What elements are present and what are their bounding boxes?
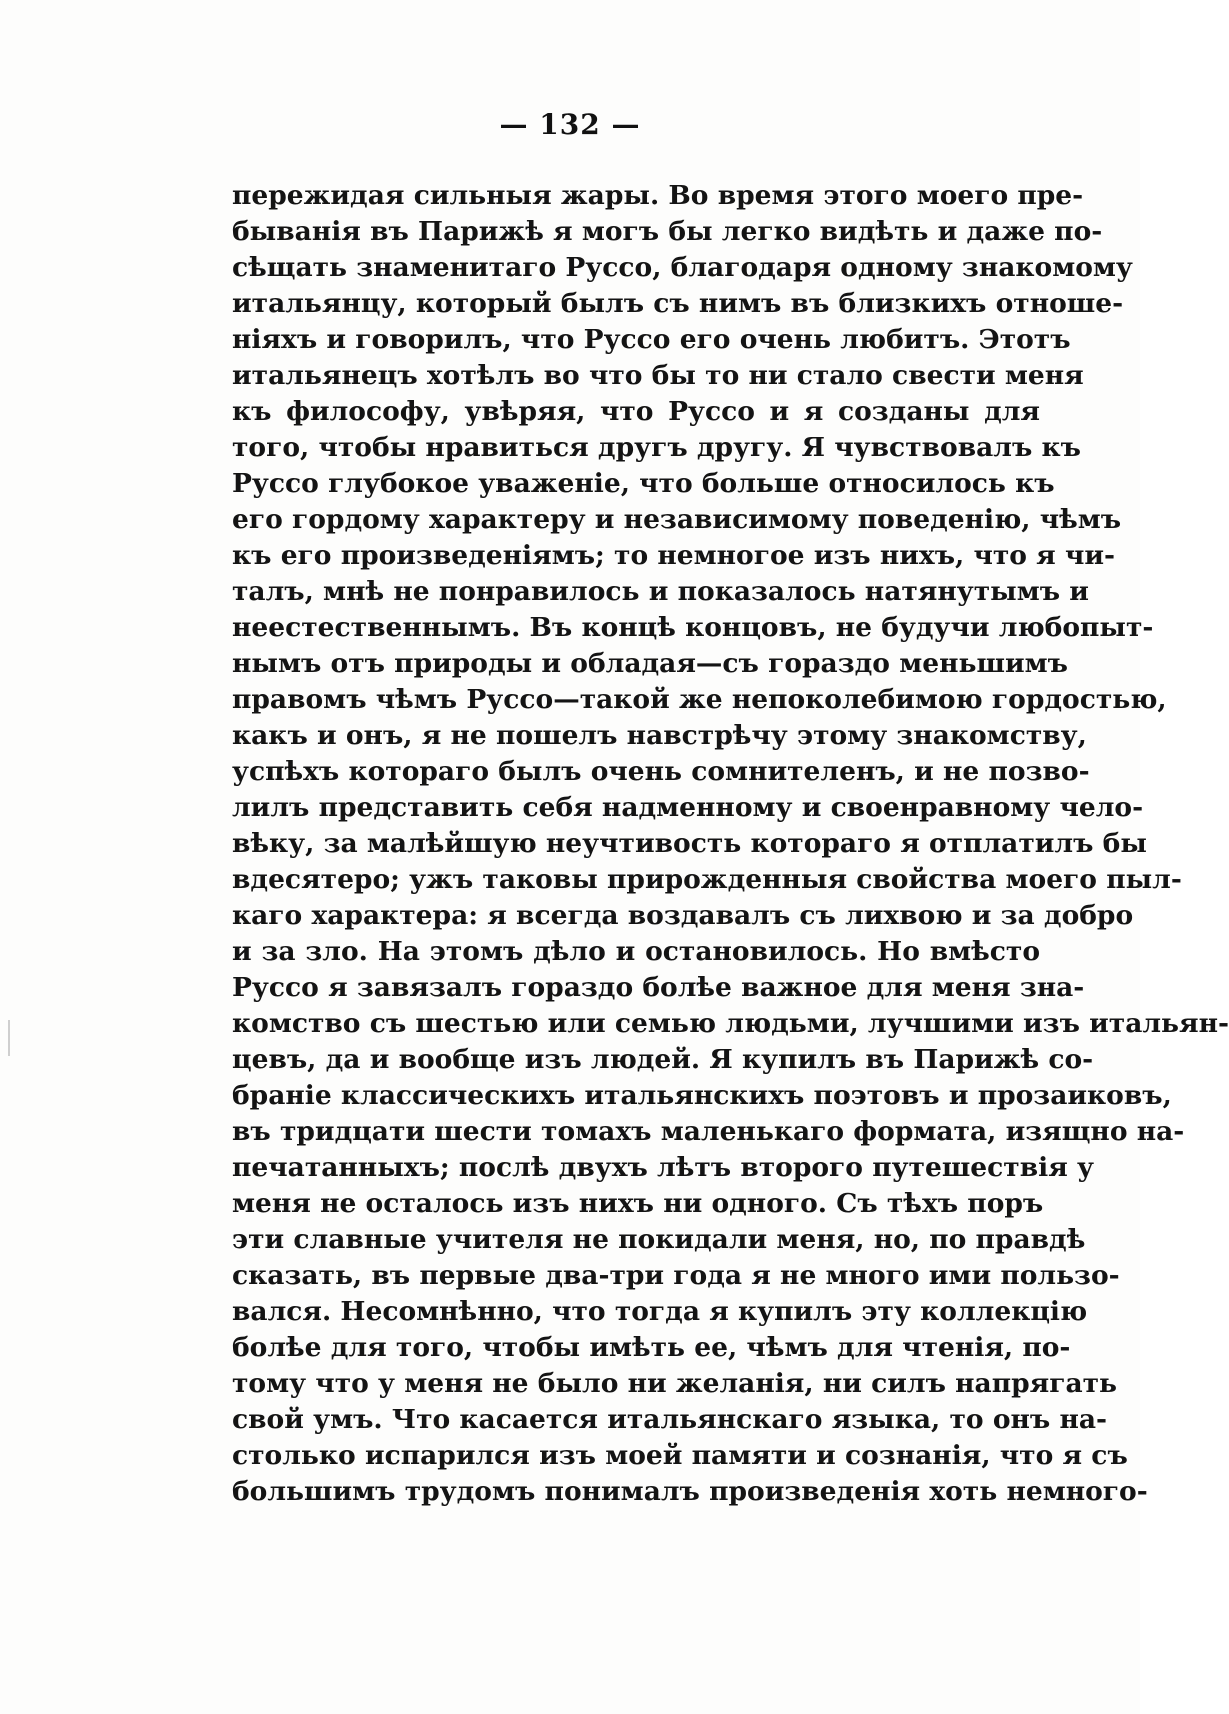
text-line: его гордому характеру и независимому поведенію, чѣмъ [232, 504, 1122, 535]
text-line: въ тридцати шести томахъ маленькаго формата, изящно на- [232, 1116, 1185, 1147]
text-line: каго характера: я всегда воздавалъ съ лихвою и за добро [232, 900, 1134, 931]
scan-edge-mark [8, 1020, 10, 1056]
text-line: столько испарился изъ моей памяти и сознанія, что я съ [232, 1440, 1128, 1471]
text-line: комство съ шестью или семью людьми, лучшими изъ итальян- [232, 1008, 1229, 1039]
text-line: вался. Несомнѣнно, что тогда я купилъ эту коллекцію [232, 1296, 1088, 1327]
text-line: большимъ трудомъ понималъ произведенія хоть немного- [232, 1476, 1148, 1507]
text-line: цевъ, да и вообще изъ людей. Я купилъ въ Парижѣ со- [232, 1044, 1094, 1075]
text-line: и за зло. На этомъ дѣло и остановилось. Но вмѣсто [232, 936, 1040, 967]
text-line: вѣку, за малѣйшую неучтивость котораго я отплатилъ бы [232, 828, 1147, 859]
text-line: болѣе для того, чтобы имѣть ее, чѣмъ для чтенія, по- [232, 1332, 1071, 1363]
text-line: сказать, въ первые два-три года я не много ими пользо- [232, 1260, 1120, 1291]
text-line: печатанныхъ; послѣ двухъ лѣтъ второго путешествія у [232, 1152, 1094, 1183]
text-line: Руссо я завязалъ гораздо болѣе важное для меня зна- [232, 972, 1085, 1003]
text-line: тому что у меня не было ни желанія, ни силъ напрягать [232, 1368, 1118, 1399]
text-line: ніяхъ и говорилъ, что Руссо его очень любитъ. Этотъ [232, 324, 1071, 355]
text-line: какъ и онъ, я не пошелъ навстрѣчу этому знакомству, [232, 720, 1087, 751]
text-line: итальянцу, который былъ съ нимъ въ близкихъ отноше- [232, 288, 1124, 319]
text-line: эти славные учителя не покидали меня, но, по правдѣ [232, 1224, 1086, 1255]
text-line: пережидая сильныя жары. Во время этого моего пре- [232, 180, 1084, 211]
text-line: того, чтобы нравиться другъ другу. Я чувствовалъ къ [232, 432, 1081, 463]
text-line: Руссо глубокое уваженіе, что больше относилось къ [232, 468, 1055, 499]
text-line: итальянецъ хотѣлъ во что бы то ни стало свести меня [232, 360, 1084, 391]
page-number: — 132 — [499, 108, 641, 141]
text-line: меня не осталось изъ нихъ ни одного. Съ тѣхъ поръ [232, 1188, 1044, 1219]
text-line: сѣщать знаменитаго Руссо, благодаря одному знакомому [232, 252, 1133, 283]
text-line: правомъ чѣмъ Руссо—такой же непоколебимою гордостью, [232, 684, 1167, 715]
text-line: къ философу, увѣряя, что Руссо и я созданы для [232, 396, 1040, 427]
text-line: свой умъ. Что касается итальянскаго языка, то онъ на- [232, 1404, 1108, 1435]
body-text [232, 178, 1229, 1510]
text-line: вдесятеро; ужъ таковы прирожденныя свойства моего пыл- [232, 864, 1182, 895]
text-line: къ его произведеніямъ; то немногое изъ нихъ, что я чи- [232, 540, 1116, 571]
text-line: успѣхъ котораго былъ очень сомнителенъ, и не позво- [232, 756, 1090, 787]
text-line: браніе классическихъ итальянскихъ поэтовъ и прозаиковъ, [232, 1080, 1172, 1111]
text-line: лилъ представить себя надменному и своенравному чело- [232, 792, 1144, 823]
text-line: быванія въ Парижѣ я могъ бы легко видѣть и даже по- [232, 216, 1103, 247]
text-line: нымъ отъ природы и обладая—съ гораздо меньшимъ [232, 648, 1068, 679]
text-line: талъ, мнѣ не понравилось и показалось натянутымъ и [232, 576, 1089, 607]
text-line: неестественнымъ. Въ концѣ концовъ, не будучи любопыт- [232, 612, 1154, 643]
